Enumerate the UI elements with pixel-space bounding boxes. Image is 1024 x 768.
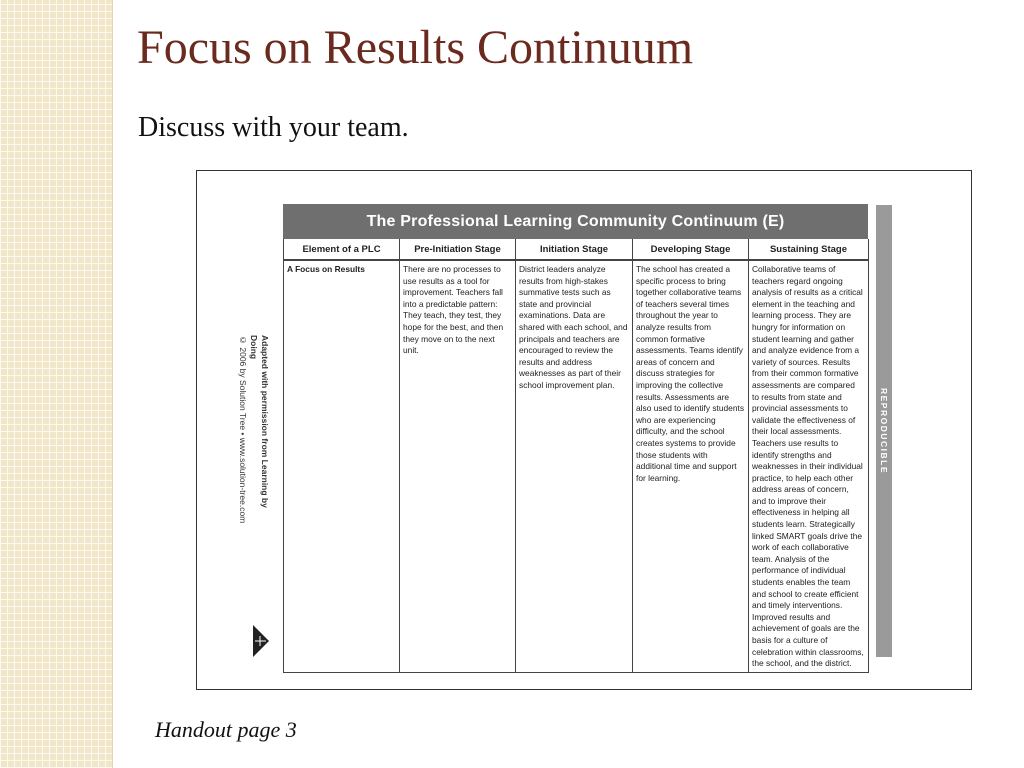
copyright-credit: [238, 335, 270, 525]
col-header-sustaining: Sustaining Stage: [749, 239, 869, 260]
col-header-pre-initiation: Pre-Initiation Stage: [400, 239, 516, 260]
continuum-title: The Professional Learning Community Continuum (E): [283, 204, 868, 239]
cell-element: A Focus on Results: [284, 260, 400, 672]
handout-reference: Handout page 3: [155, 717, 297, 742]
slide-title: Focus on Results Continuum: [137, 21, 694, 74]
reproducible-label: REPRODUCIBLE: [879, 387, 889, 474]
plc-continuum-table: [283, 204, 868, 669]
credit-line-2: © 2006 by Solution Tree • www.solution-tree.com: [238, 335, 248, 524]
cell-initiation: District leaders analyze results from high-stakes summative tests such as state and provincial examinations. Data are shared with each school, and principals and teachers are encouraged to review the results and address weaknesses as part of their school improvement plan.: [516, 260, 633, 672]
slide-subtitle: Discuss with your team.: [138, 112, 409, 143]
table-row: [284, 260, 869, 672]
col-header-initiation: Initiation Stage: [516, 239, 633, 260]
col-header-element: Element of a PLC: [284, 239, 400, 260]
cell-developing: The school has created a specific process to bring together collaborative teams of teachers several times throughout the year to analyze results from common formative assessments. Teams identify areas of concern and discuss strategies for improving the collective results. Assessments are also used to identify students who are experiencing difficulty, and the school creates systems to provide those students with additional time and support for learning.: [633, 260, 749, 672]
credit-line-1: Adapted with permission from Learning by Doing: [249, 335, 270, 508]
cell-sustaining: Collaborative teams of teachers regard ongoing analysis of results as a critical element in the teaching and learning process. They are hungry for information on student learning and gather and analyze evidence from a variety of sources. Results from their common formative assessments are compared to results from state and provincial assessments to validate the effectiveness of their local assessments. Teachers use results to identify strengths and weaknesses in their individual practice, to help each other address areas of concern, and to improve their effectiveness in helping all students learn. Strategically linked SMART goals drive the work of each collaborative team. Analysis of the performance of individual students enables the team and school to create efficient and timely interventions. Improved results and achievement of goals are the basis for a culture of celebration within classrooms, the school, and the district.: [749, 260, 869, 672]
page-arrow-icon: [253, 625, 269, 657]
col-header-developing: Developing Stage: [633, 239, 749, 260]
continuum-grid: [283, 239, 869, 673]
decorative-grid-strip: [0, 0, 113, 768]
reproducible-side-tab: [876, 205, 892, 657]
cell-pre-initiation: There are no processes to use results as a tool for improvement. Teachers fall into a predictable pattern: They teach, they test, they hope for the best, and then they move on to the next unit.: [400, 260, 516, 672]
table-header-row: [284, 239, 869, 260]
